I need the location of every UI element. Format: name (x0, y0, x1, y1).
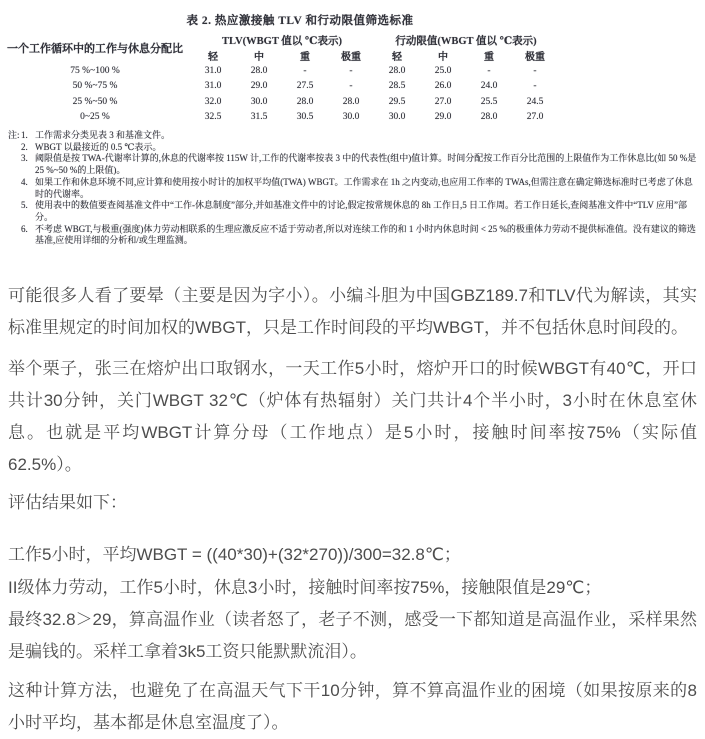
note-text: 使用表中的数值要查阅基准文件中“工作-休息制度”部分,并如基准文件中的讨论,假定按常规休息的 8h 工作日,5 日工作周。若工作日延长,查阅基准文件中“TLV 应用”部分。 (35, 200, 687, 222)
table-row (0, 94, 558, 110)
paragraph-example: 举个栗子，张三在熔炉出口取钢水，一天工作5小时，熔炉开口的时候WBGT有40℃，开口共计30分钟，关门WBGT 32℃（炉体有热辐射）关门共计4个半小时，3小时在休息室休息。也就是平均WBGT计算分母（工作地点）是5小时，接触时间率按75%（实际值62.5%）。 (8, 359, 697, 475)
sub-header: 中 (438, 52, 448, 63)
note-number: 4. (21, 176, 28, 187)
row-label: 50 %~75 % (72, 81, 118, 92)
table-cell: 24.5 (526, 96, 544, 107)
paragraph-limit: II级体力劳动，工作5小时，休息3小时，接触时间率按75%，接触限值是29℃； (8, 578, 602, 598)
table-cell: 31.5 (250, 112, 268, 123)
group-header-tlv: TLV(WBGT 值以 ℃表示) (222, 36, 342, 47)
note-tag: 注: (8, 130, 20, 140)
sub-header: 轻 (392, 52, 402, 63)
sub-header: 重 (300, 52, 310, 63)
note-tag (8, 142, 21, 154)
paragraph-conclusion: 最终32.8＞29，算高温作业（读者怒了，老子不测，感受一下都知道是高温作业，采样果然是骗钱的。采样工拿着3k5工资只能默默流泪）。 (8, 610, 697, 662)
table-cell: 30.0 (342, 112, 360, 123)
table-note (8, 130, 700, 142)
table-note (8, 177, 700, 200)
table-corner-header: 一个工作循环中的工作与休息分配比 (7, 43, 183, 55)
table-cell: - (487, 65, 491, 76)
note-number: 3. (21, 153, 28, 164)
group-header-action-limit: 行动限值(WBGT 值以 ℃表示) (395, 36, 537, 47)
table-cell: 30.0 (388, 112, 406, 123)
row-label: 25 %~50 % (72, 96, 118, 107)
table-cell: 29.0 (434, 112, 452, 123)
sub-header: 极重 (525, 52, 545, 63)
table-cell: 25.5 (480, 96, 498, 107)
table-cell: 26.0 (434, 81, 452, 92)
table-row (0, 110, 558, 126)
note-tag (8, 153, 21, 176)
table-cell: 31.0 (204, 81, 222, 92)
sub-header: 中 (254, 52, 264, 63)
table-cell: 30.0 (250, 96, 268, 107)
table-cell: 24.0 (480, 81, 498, 92)
table-cell: 31.0 (204, 65, 222, 76)
scanned-table-region (0, 12, 705, 247)
table-cell: - (349, 65, 353, 76)
table-wrap (0, 12, 600, 125)
table-cell: 27.5 (296, 81, 314, 92)
note-tag (8, 224, 21, 247)
paragraph-remark: 这种计算方法，也避免了在高温天气下干10分钟，算不算高温作业的困境（如果按原来的8小时平均，基本都是休息室温度了）。 (8, 681, 697, 733)
note-number: 1. (21, 130, 28, 140)
table-cell: 27.0 (526, 112, 544, 123)
table-cell: 25.0 (434, 65, 452, 76)
paragraph-result-heading: 评估结果如下： (8, 493, 127, 513)
table-note (8, 153, 700, 176)
tlv-table (0, 33, 558, 125)
table-cell: 29.5 (388, 96, 406, 107)
table-note (8, 142, 700, 154)
table-note (8, 200, 700, 223)
table-cell: - (303, 65, 307, 76)
article-body (0, 280, 705, 739)
note-number: 6. (21, 223, 28, 234)
note-tag (8, 200, 21, 223)
note-text: 阈限值是按 TWA-代谢率计算的,休息的代谢率按 115W 计,工作的代谢率按表 3 中的代表性(组中)值计算。时间分配按工作百分比范围的上限值作为工作休息比(如 50 %是 25 %~50 %的上限值)。 (35, 153, 697, 176)
note-number: 2. (21, 141, 28, 152)
note-text: 如果工作和休息环境不同,应计算和使用按小时计的加权平均值(TWA) WBGT。工作需求在 1h 之内变动,也应用工作率的 TWAs,但需注意在确定筛选标准时已考虑了休息时的代谢率。 (35, 176, 693, 199)
table-cell: 32.0 (204, 96, 222, 107)
paragraph-formula: 工作5小时，平均WBGT = ((40*30)+(32*270))/300=32.8℃； (8, 545, 461, 565)
table-cell: - (533, 65, 537, 76)
table-cell: 29.0 (250, 81, 268, 92)
sub-header: 极重 (341, 52, 361, 63)
table-cell: 27.0 (434, 96, 452, 107)
note-text: WBGT 以最接近的 0.5 ℃表示。 (35, 141, 162, 152)
table-notes (0, 130, 700, 247)
table-cell: 28.0 (480, 112, 498, 123)
table-header-row-groups (0, 33, 558, 48)
sub-header: 重 (484, 52, 494, 63)
sub-header: 轻 (208, 52, 218, 63)
note-tag (8, 177, 21, 200)
row-label: 75 %~100 % (70, 65, 120, 76)
table-note (8, 224, 700, 247)
table-cell: 28.0 (296, 96, 314, 107)
note-text: 工作需求分类见表 3 和基准文件。 (35, 130, 171, 140)
table-cell: 30.5 (296, 112, 314, 123)
table-cell: - (349, 81, 353, 92)
table-cell: 32.5 (204, 112, 222, 123)
table-row (0, 63, 558, 79)
paragraph-intro: 可能很多人看了要晕（主要是因为字小）。小编斗胆为中国GBZ189.7和TLV代为解读，其实标准里规定的时间加权的WBGT，只是工作时间段的平均WBGT，并不包括休息时间段的。 (8, 286, 697, 338)
table-cell: - (533, 81, 537, 92)
table-cell: 28.0 (250, 65, 268, 76)
row-label: 0~25 % (80, 112, 110, 123)
table-cell: 28.0 (388, 65, 406, 76)
table-row (0, 79, 558, 95)
table-cell: 28.0 (342, 96, 360, 107)
table-title: 表 2. 热应激接触 TLV 和行动限值筛选标准 (186, 15, 414, 27)
note-number: 5. (21, 200, 28, 211)
note-text: 不考虑 WBGT,与极重(强度)体力劳动相联系的生理应激反应不适于劳动者,所以对连续工作的和 1 小时内休息时间 < 25 %的极重体力劳动不提供标准值。没有建议的筛选基准,应使用详细的分析和/或生理监测。 (35, 223, 696, 246)
table-cell: 28.5 (388, 81, 406, 92)
